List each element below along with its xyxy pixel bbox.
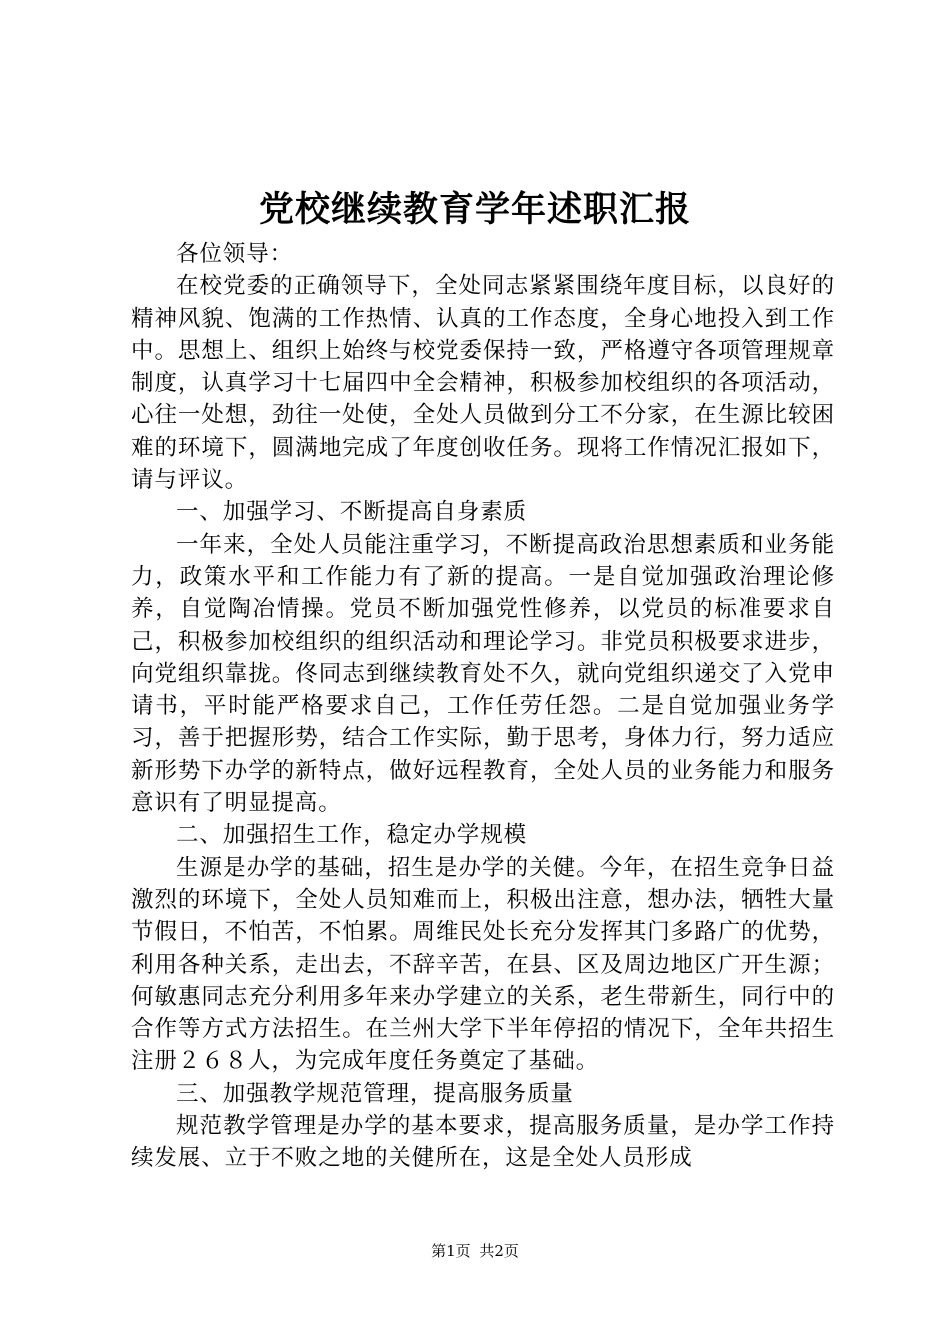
paragraph-section-3: 规范教学管理是办学的基本要求，提高服务质量，是办学工作持续发展、立于不败之地的关健所在，这是全处人员形成 xyxy=(131,1113,835,1172)
paragraph-section-2: 生源是办学的基础，招生是办学的关健。今年，在招生竞争日益激烈的环境下，全处人员知难而上，积极出注意，想办法，牺牲大量节假日，不怕苦，不怕累。周维民处长充分发挥其门多路广的优势，利用各种关系，走出去，不辞辛苦，在县、区及周边地区广开生源；何敏惠同志充分利用多年来办学建立的关系，老生带新生，同行中的合作等方式方法招生。在兰州大学下半年停招的情况下，全年共招生注册２６８人，为完成年度任务奠定了基础。 xyxy=(131,854,835,1075)
section-heading-2: 二、加强招生工作，稳定办学规模 xyxy=(176,822,528,849)
section-heading-3: 三、加强教学规范管理，提高服务质量 xyxy=(176,1080,574,1107)
paragraph-intro: 在校党委的正确领导下，全处同志紧紧围绕年度目标，以良好的精神风貌、饱满的工作热情、认真的工作态度，全身心地投入到工作中。思想上、组织上始终与校党委保持一致，严格遵守各项管理规章制度，认真学习十七届四中全会精神，积极参加校组织的各项活动，心往一处想，劲往一处使，全处人员做到分工不分家，在生源比较困难的环境下，圆满地完成了年度创收任务。现将工作情况汇报如下，请与评议。 xyxy=(131,273,835,494)
document-title: 党校继续教育学年述职汇报 xyxy=(258,189,691,230)
page-total: 共2页 xyxy=(479,1242,519,1260)
page-footer xyxy=(0,1241,950,1261)
section-heading-1: 一、加强学习、不断提高自身素质 xyxy=(176,499,528,526)
salutation: 各位领导： xyxy=(176,241,294,267)
document-body xyxy=(131,238,835,1175)
paragraph-section-1: 一年来，全处人员能注重学习，不断提高政治思想素质和业务能力，政策水平和工作能力有了新的提高。一是自觉加强政治理论修养，自觉陶冶情操。党员不断加强党性修养，以党员的标准要求自己，积极参加校组织的组织活动和理论学习。非党员积极要求进步，向党组织靠拢。佟同志到继续教育处不久，就向党组织递交了入党申请书，平时能严格要求自己，工作任劳任怨。二是自觉加强业务学习，善于把握形势，结合工作实际，勤于思考，身体力行，努力适应新形势下办学的新特点，做好远程教育，全处人员的业务能力和服务意识有了明显提高。 xyxy=(131,531,835,817)
page-number: 第1页 xyxy=(431,1242,471,1260)
